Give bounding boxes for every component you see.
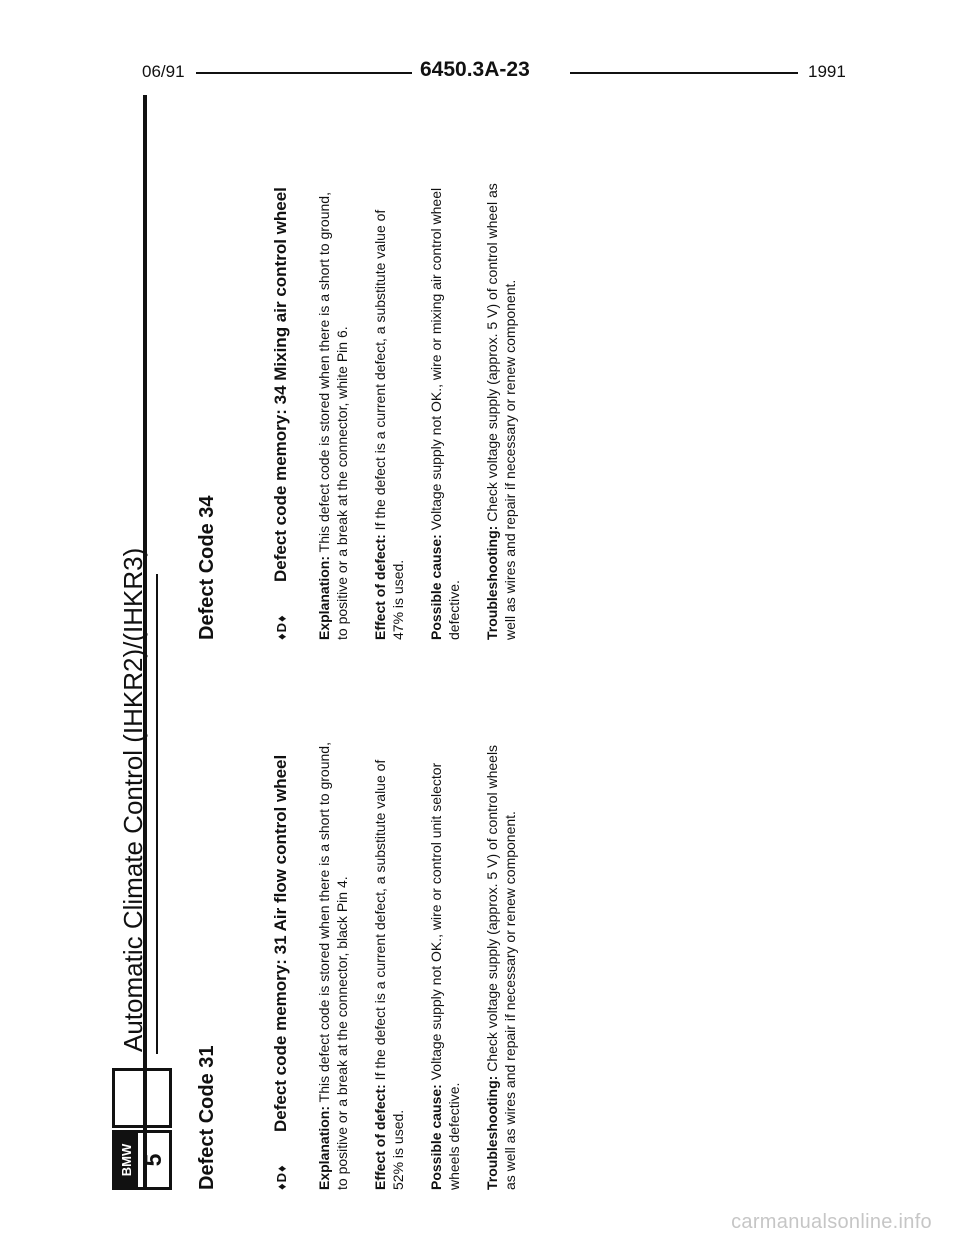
memory-heading-text: Defect code memory: 34 Mixing air control wheel	[271, 187, 290, 582]
page-title: Automatic Climate Control (IHKR2)/(IHKR3)	[118, 547, 148, 1052]
header-date: 06/91	[142, 62, 185, 81]
page-code: 6450.3A-23	[420, 58, 530, 81]
header-year: 1991	[808, 62, 846, 81]
header-rule-left	[196, 72, 412, 74]
header-rule-right	[570, 72, 798, 74]
logo-series: 5	[140, 1153, 166, 1167]
cause-paragraph: Possible cause: Voltage supply not OK., wire or mixing air control wheel defective.	[428, 187, 462, 640]
logo-empty-box	[112, 1068, 172, 1128]
bmw-logo	[112, 1130, 172, 1190]
title-rule	[156, 574, 158, 1054]
section-defect-31	[196, 730, 539, 1190]
section-heading: Defect Code 31	[196, 1045, 218, 1190]
effect-paragraph: Effect of defect: If the defect is a current defect, a substitute value of 52% is used.	[372, 759, 406, 1190]
memory-heading	[271, 730, 291, 1190]
troubleshooting-paragraph: Troubleshooting: Check voltage supply (approx. 5 V) of control wheels as well as wires and repair if necessary or renew component.	[484, 744, 518, 1190]
memory-heading-text: Defect code memory: 31 Air flow control wheel	[271, 754, 290, 1132]
diagnosis-marker-icon: ♦D♦	[274, 614, 289, 640]
explanation-paragraph: Explanation: This defect code is stored when there is a short to ground, to positive or a break at the connector, black Pin 4.	[316, 742, 350, 1190]
diagnosis-marker-icon: ♦D♦	[274, 1164, 289, 1190]
logo-brand: BMW	[115, 1133, 138, 1187]
effect-paragraph: Effect of defect: If the defect is a current defect, a substitute value of 47% is used.	[372, 209, 406, 640]
section-defect-34	[196, 180, 539, 640]
explanation-paragraph: Explanation: This defect code is stored when there is a short to ground, to positive or a break at the connector, white Pin 6.	[316, 192, 350, 640]
troubleshooting-paragraph: Troubleshooting: Check voltage supply (approx. 5 V) of control wheel as well as wires and repair if necessary or renew component.	[484, 183, 518, 640]
rotated-content	[110, 100, 540, 1190]
cause-paragraph: Possible cause: Voltage supply not OK., wire or control unit selector wheels defective.	[428, 762, 462, 1190]
section-heading: Defect Code 34	[196, 495, 218, 640]
watermark-footer: carmanualsonline.info	[731, 1211, 932, 1233]
memory-heading	[271, 180, 291, 640]
